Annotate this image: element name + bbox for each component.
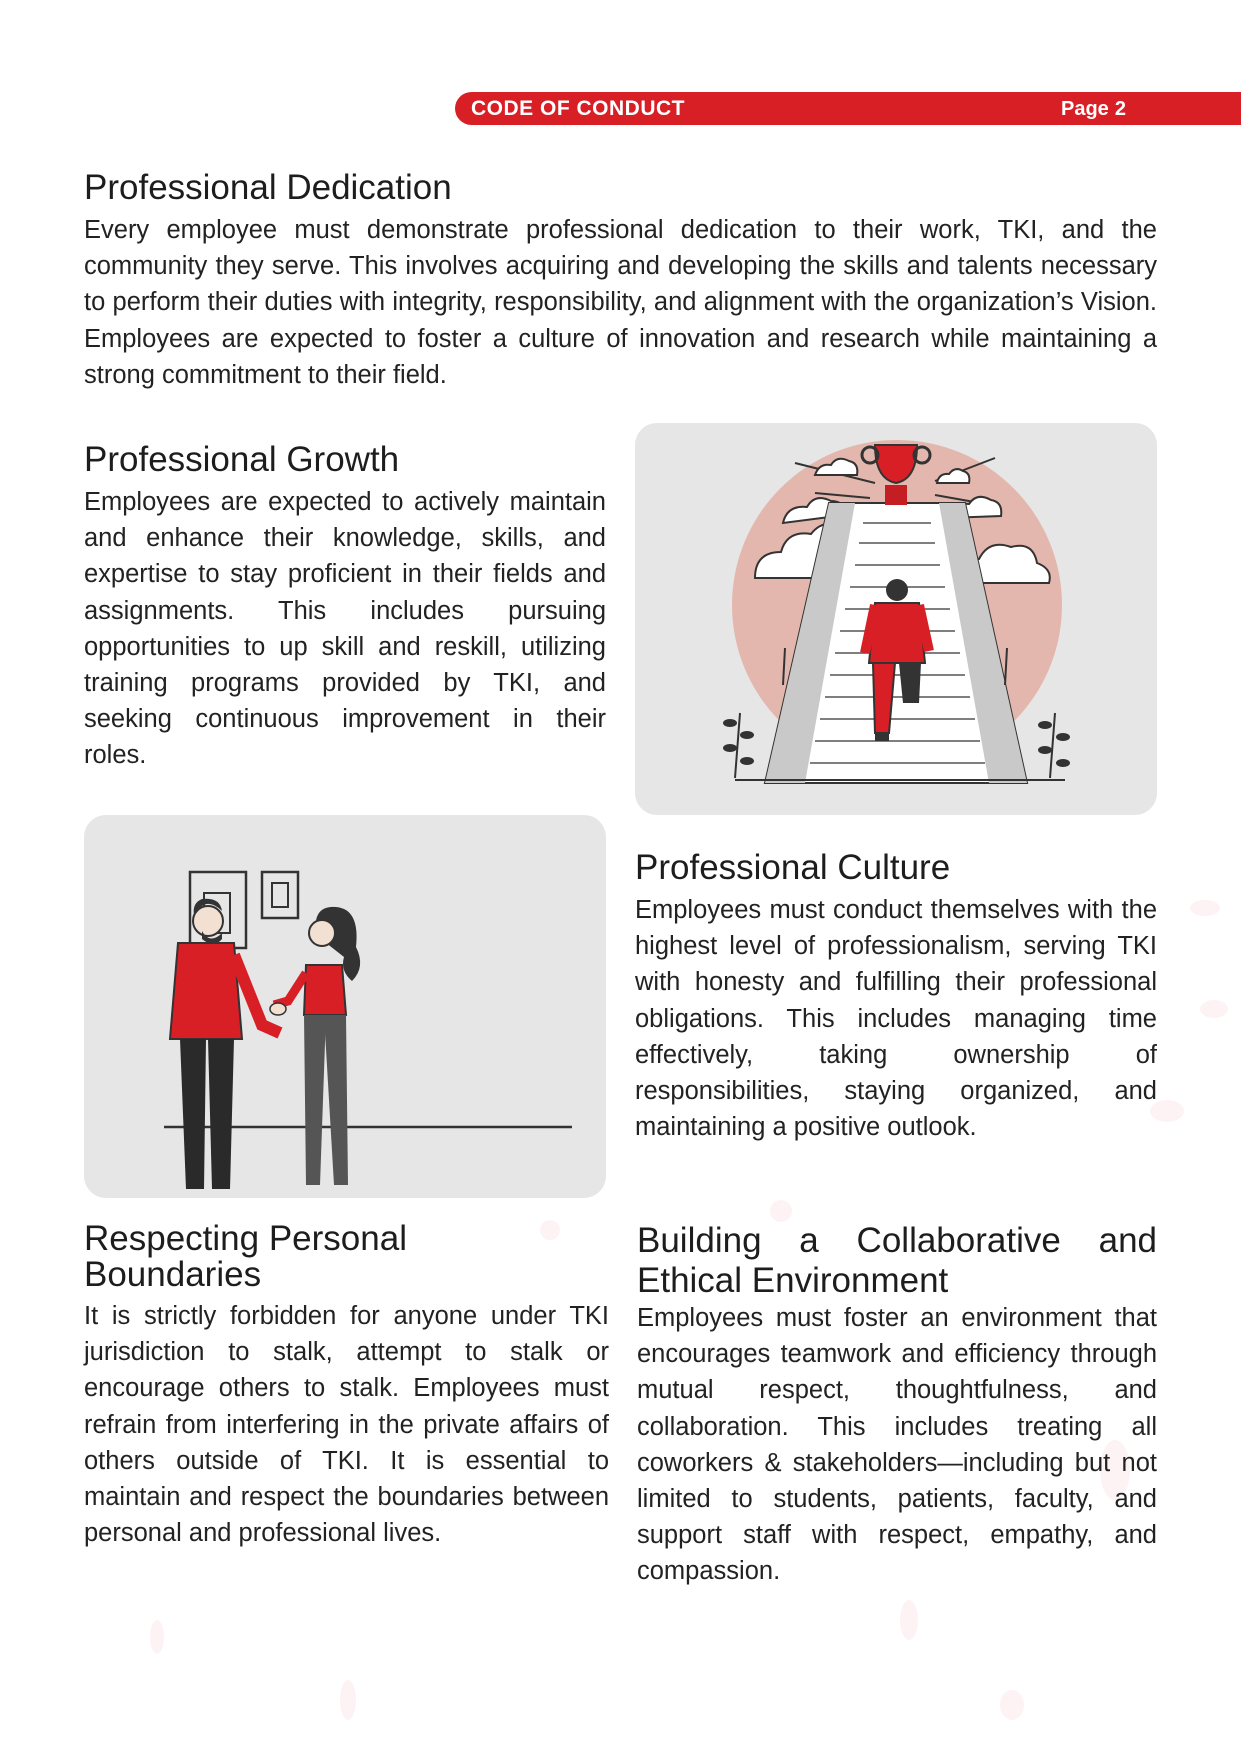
illustration-graphic: [84, 815, 606, 1198]
background-decoration: [150, 1620, 164, 1654]
header-bar: [455, 92, 1241, 125]
background-decoration: [770, 1200, 792, 1222]
section-heading-growth: Professional Growth: [84, 440, 400, 479]
section-heading-boundaries: Respecting Personal Boundaries: [84, 1219, 407, 1294]
section-body-collaborative: Employees must foster an environment that encourages teamwork and efficiency through mutual respect, thoughtfulness, and collaboration. This includes treating all coworkers & stakeholders—including but not limited to students, patients, faculty, and support staff with respect, empathy, and compassion.: [637, 1304, 1157, 1586]
section-body-culture: Employees must conduct themselves with the highest level of professionalism, serving TKI with honesty and fulfilling their professional obligations. This includes managing time effectively, taking ownership of responsibilities, staying organized, and maintaining a positive outlook.: [635, 896, 1157, 1142]
document-title: CODE OF CONDUCT: [471, 97, 685, 120]
background-decoration: [1190, 900, 1220, 916]
background-decoration: [340, 1680, 356, 1720]
section-body-boundaries: It is strictly forbidden for anyone under TKI jurisdiction to stalk, attempt to stalk or encourage others to stalk. Employees must refrain from interfering in the private affairs of others outside of TKI. It is essential to maintain and respect the boundaries between personal and professional lives.: [84, 1302, 609, 1548]
section-heading-dedication: Professional Dedication: [84, 168, 452, 207]
section-body-dedication: Every employee must demonstrate professional dedication to their work, TKI, and the community they serve. This involves acquiring and developing the skills and talents necessary to perform their duties with integrity, responsibility, and alignment with the organization’s Vision. Employees are expected to foster a culture of innovation and research while maintaining a strong commitment to their field.: [84, 216, 1157, 389]
section-heading-collaborative: Building a Collaborative and Ethical Environment: [637, 1221, 1157, 1300]
background-decoration: [900, 1600, 918, 1640]
background-decoration: [1200, 1000, 1228, 1018]
page-number: 2: [1114, 98, 1126, 120]
stairs-trophy-illustration: [635, 423, 1157, 815]
section-heading-culture: Professional Culture: [635, 848, 951, 887]
illustration-graphic: [635, 423, 1157, 815]
page-indicator: [1061, 98, 1126, 121]
page-label: Page: [1061, 98, 1109, 120]
background-decoration: [1000, 1690, 1024, 1720]
background-decoration: [540, 1220, 560, 1240]
section-body-growth: Employees are expected to actively maintain and enhance their knowledge, skills, and expertise to stay proficient in their fields and assignments. This includes pursuing opportunities to up skill and reskill, utilizing training programs provided by TKI, and seeking continuous improvement in their roles.: [84, 488, 606, 770]
handshake-illustration: [84, 815, 606, 1198]
